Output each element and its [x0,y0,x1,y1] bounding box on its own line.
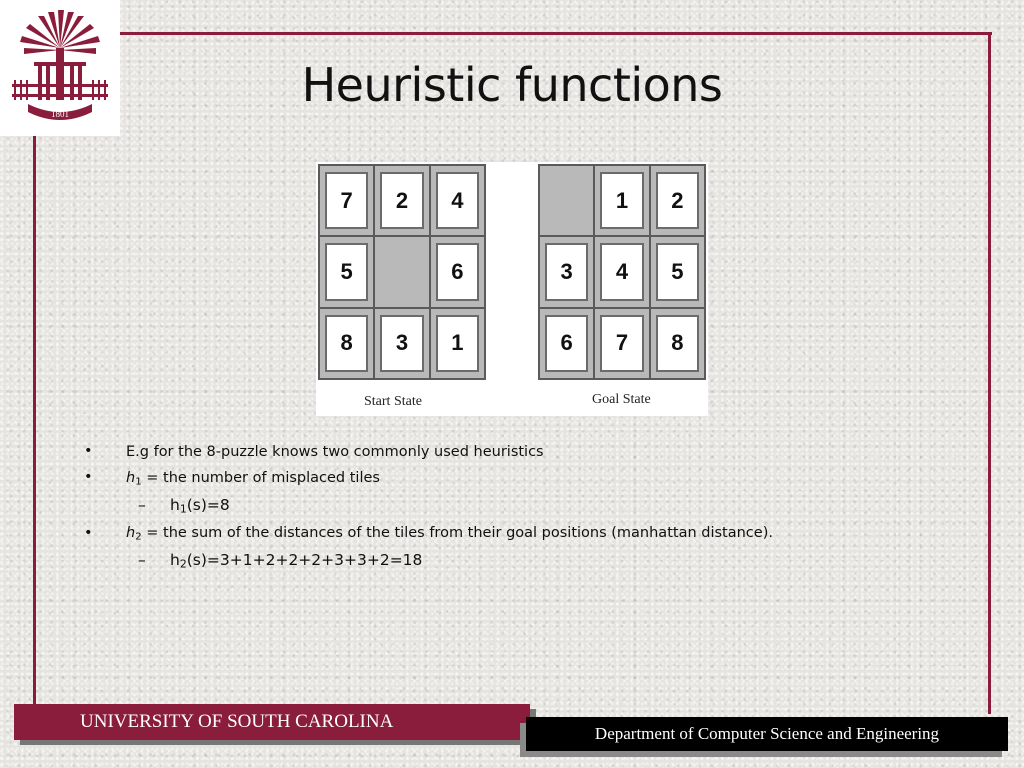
sub-bullet-prefix: h [170,496,180,514]
puzzle-cell [595,237,648,306]
heuristic-var: h [126,525,136,541]
puzzle-figure [316,162,708,416]
frame-top-rule [34,32,992,35]
puzzle-cell [320,237,373,306]
sub-bullet-marker: – [138,496,146,514]
puzzle-cell [431,309,484,378]
puzzle-tile: 4 [600,243,643,300]
sub-bullet-text [170,496,230,516]
start-state-label: Start State [364,394,422,409]
puzzle-cell [320,309,373,378]
puzzle-tile: 1 [436,315,479,372]
puzzle-blank-cell [540,166,593,235]
heuristic-subscript: 2 [135,531,142,543]
puzzle-cell [540,309,593,378]
puzzle-tile: 8 [656,315,699,372]
sub-bullet-subscript: 1 [179,502,187,516]
bullet-text [126,470,380,488]
bullet-marker: • [84,525,93,541]
footer-university-banner: UNIVERSITY OF SOUTH CAROLINA [14,704,530,740]
sub-bullet-body: (s)=3+1+2+2+2+3+3+2=18 [186,551,423,569]
puzzle-tile: 1 [600,172,643,229]
footer-department-banner: Department of Computer Science and Engineering [526,717,1008,751]
sub-bullet-text [170,551,422,571]
puzzle-blank-cell [375,237,428,306]
start-state-grid [318,164,486,380]
puzzle-tile: 6 [436,243,479,300]
puzzle-tile: 2 [656,172,699,229]
puzzle-cell [320,166,373,235]
bullet-marker: • [84,469,93,485]
goal-state-label: Goal State [592,392,651,407]
puzzle-cell [431,237,484,306]
puzzle-tile: 3 [380,315,423,372]
puzzle-cell [375,309,428,378]
heuristic-var: h [126,470,136,486]
sub-bullet-subscript: 2 [179,557,187,571]
sub-bullet-body: (s)=8 [186,496,230,514]
puzzle-tile: 7 [600,315,643,372]
puzzle-tile: 7 [325,172,368,229]
palmetto-tree-seal-icon [8,8,112,128]
heuristic-subscript: 1 [135,476,142,488]
bullet-body: = the sum of the distances of the tiles from their goal positions (manhattan distance). [141,525,773,541]
puzzle-cell [651,309,704,378]
slide-title: Heuristic functions [301,58,723,112]
puzzle-tile: 8 [325,315,368,372]
puzzle-cell [651,166,704,235]
bullet-text: E.g for the 8-puzzle knows two commonly used heuristics [126,444,544,460]
puzzle-tile: 4 [436,172,479,229]
puzzle-cell [595,166,648,235]
bullet-marker: • [84,443,93,459]
puzzle-tile: 5 [656,243,699,300]
puzzle-cell [431,166,484,235]
puzzle-tile: 6 [545,315,588,372]
bullet-body: = the number of misplaced tiles [141,470,380,486]
sub-bullet-prefix: h [170,551,180,569]
puzzle-tile: 5 [325,243,368,300]
goal-state-grid [538,164,706,380]
puzzle-tile: 2 [380,172,423,229]
puzzle-cell [540,237,593,306]
sub-bullet-marker: – [138,551,146,569]
puzzle-cell [375,166,428,235]
frame-right-rule [988,32,991,714]
puzzle-tile: 3 [545,243,588,300]
puzzle-cell [595,309,648,378]
university-logo [0,0,120,136]
puzzle-cell [651,237,704,306]
seal-year: 1801 [51,109,69,119]
bullet-text [126,525,773,543]
